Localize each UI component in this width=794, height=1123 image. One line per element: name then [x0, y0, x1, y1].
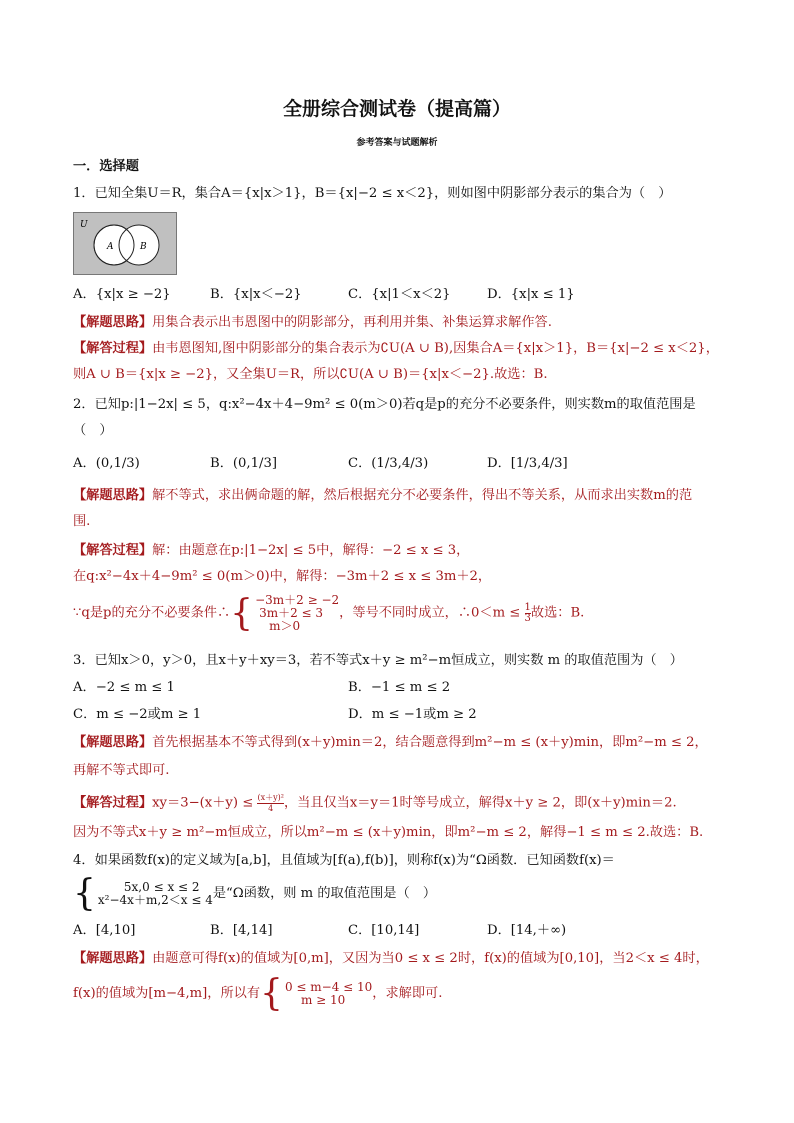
- section-heading: 一．选择题: [73, 159, 139, 174]
- q2-option-b: B．(0,1/3]: [210, 456, 277, 471]
- q4-inequality-system: { 0 ≤ m−4 ≤ 10 m ≥ 10: [260, 973, 373, 1014]
- q3-option-d: D．m ≤ −1或m ≥ 2: [348, 707, 477, 722]
- venn-label-u: U: [80, 220, 88, 230]
- q2-option-c: C．(1/3,4/3): [348, 456, 429, 471]
- page-subtitle: 参考答案与试题解析: [356, 138, 438, 148]
- q4-hint-line-1: 【解题思路】由题意可得f(x)的值域为[0,m]，又因为当0 ≤ x ≤ 2时，f(x)的值域为[0,10]，当2＜x ≤ 4时，: [73, 951, 709, 966]
- page-title: 全册综合测试卷（提高篇）: [282, 98, 511, 120]
- q4-hint-line-2: f(x)的值域为[m−4,m]，所以有 { 0 ≤ m−4 ≤ 10 m ≥ 10 ，求解即可.: [73, 973, 443, 1014]
- q4-option-d: D．[14,＋∞): [487, 923, 567, 938]
- q2-fraction: $\frac{1}{3}$: [524, 602, 531, 624]
- q4-stem-line-1: 4．如果函数f(x)的定义域为[a,b]，且值域为[f(a),f(b)]，则称f(x)为“Ω函数．已知函数f(x)＝: [73, 853, 615, 868]
- q3-option-c: C．m ≤ −2或m ≥ 1: [73, 707, 202, 722]
- q2-hint-line-1: 【解题思路】解不等式，求出俩命题的解，然后根据充分不必要条件，得出不等关系，从而求出实数m的范: [73, 488, 693, 503]
- q1-option-b: B．{x|x＜−2}: [210, 287, 302, 302]
- q1-option-d: D．{x|x ≤ 1}: [487, 287, 575, 302]
- q3-fraction: $\frac{\text{(x＋y)²}}{4}$: [257, 793, 284, 813]
- q1-option-c: C．{x|1＜x＜2}: [348, 287, 451, 302]
- q2-option-d: D．[1/3,4/3]: [487, 456, 568, 471]
- q3-stem: 3．已知x＞0，y＞0，且x＋y＋xy＝3，若不等式x＋y ≥ m²−m恒成立，则实数 m 的取值范围为（ ）: [73, 653, 683, 668]
- q4-piecewise-function: { 5x,0 ≤ x ≤ 2 x²−4x＋m,2＜x ≤ 4: [73, 873, 213, 914]
- q2-process-line-2: 在q:x²−4x＋4−9m² ≤ 0(m＞0)中，解得：−3m＋2 ≤ x ≤ 3m＋2，: [73, 569, 492, 584]
- q2-option-a: A．(0,1/3): [73, 456, 140, 471]
- q3-process-line-1: 【解答过程】xy＝3−(x＋y) ≤ $\frac{\text{(x＋y)²}}{4}$ ，当且仅当x＝y＝1时等号成立，解得x＋y ≥ 2，即(x＋y)min＝2.: [73, 793, 677, 813]
- q2-hint-line-2: 围.: [73, 514, 91, 529]
- q2-stem-line-2: （ ）: [73, 423, 113, 438]
- q3-hint-line-2: 再解不等式即可.: [73, 763, 170, 778]
- q4-option-c: C．[10,14]: [348, 923, 420, 938]
- q1-hint: 【解题思路】用集合表示出韦恩图中的阴影部分，再利用并集、补集运算求解作答.: [73, 315, 552, 330]
- q1-stem: 1．已知全集U＝R，集合A＝{x|x＞1}，B＝{x|−2 ≤ x＜2}，则如图中阴影部分表示的集合为（ ）: [73, 186, 672, 201]
- q1-option-a: A．{x|x ≥ −2}: [73, 287, 171, 302]
- q2-inequality-system: { −3m＋2 ≥ −2 3m＋2 ≤ 3 m＞0: [230, 592, 340, 634]
- venn-diagram: [73, 212, 177, 275]
- q4-option-b: B．[4,14]: [210, 923, 273, 938]
- q3-process-line-2: 因为不等式x＋y ≥ m²−m恒成立，所以m²−m ≤ (x＋y)min，即m²−m ≤ 2，解得−1 ≤ m ≤ 2.故选：B.: [73, 825, 704, 840]
- venn-label-b: B: [140, 242, 147, 252]
- q3-option-a: A．−2 ≤ m ≤ 1: [73, 680, 175, 695]
- q3-option-b: B．−1 ≤ m ≤ 2: [348, 680, 451, 695]
- q2-process-line-3: ∵q是p的充分不必要条件∴ { −3m＋2 ≥ −2 3m＋2 ≤ 3 m＞0 ，等号不同时成立，∴0＜m ≤ $\frac{1}{3}$ 故选：B.: [73, 592, 585, 634]
- q1-process-line-2: 则A ∪ B＝{x|x ≥ −2}，又全集U＝R，所以∁U(A ∪ B)＝{x|x＜−2}.故选：B.: [73, 367, 548, 382]
- venn-label-a: A: [107, 242, 114, 252]
- q4-option-a: A．[4,10]: [73, 923, 136, 938]
- q1-process-line-1: 【解答过程】由韦恩图知,图中阴影部分的集合表示为∁U(A ∪ B),因集合A＝{x|x＞1}，B＝{x|−2 ≤ x＜2}，: [73, 341, 719, 356]
- q2-stem-line-1: 2．已知p:|1−2x| ≤ 5，q:x²−4x＋4−9m² ≤ 0(m＞0)若q是p的充分不必要条件，则实数m的取值范围是: [73, 397, 696, 412]
- venn-svg: [74, 213, 176, 274]
- q4-stem-line-2: { 5x,0 ≤ x ≤ 2 x²−4x＋m,2＜x ≤ 4 是“Ω函数，则 m 的取值范围是（ ）: [73, 873, 437, 914]
- q2-process-line-1: 【解答过程】解：由题意在p:|1−2x| ≤ 5中，解得：−2 ≤ x ≤ 3，: [73, 543, 470, 558]
- venn-circle-b: [119, 225, 159, 265]
- q3-hint-line-1: 【解题思路】首先根据基本不等式得到(x＋y)min＝2，结合题意得到m²−m ≤ (x＋y)min，即m²−m ≤ 2，: [73, 735, 708, 750]
